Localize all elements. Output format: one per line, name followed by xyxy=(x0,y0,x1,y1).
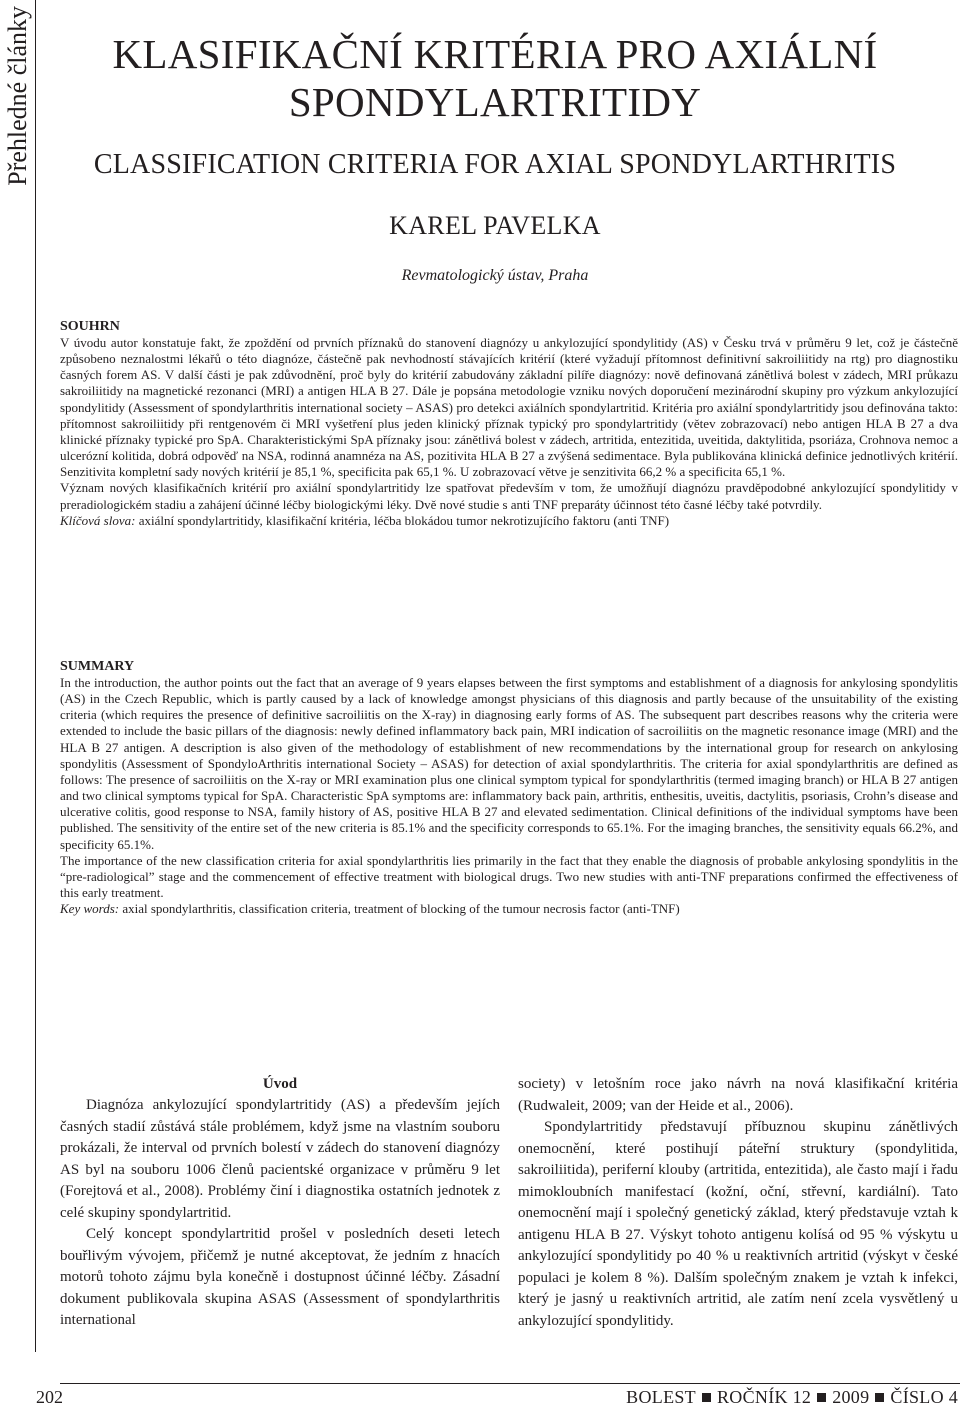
square-separator-icon xyxy=(702,1393,711,1402)
keywords-label: Klíčová slova: xyxy=(60,512,136,528)
article-author: KAREL PAVELKA xyxy=(389,211,601,240)
section-label: Přehledné články xyxy=(3,6,32,186)
abstract-czech-keywords xyxy=(60,513,958,529)
keywords-text: axiální spondylartritidy, klasifikační kritéria, léčba blokádou tumor nekrotizujícího faktoru (anti TNF) xyxy=(135,512,670,528)
abstract-english-keywords xyxy=(60,901,958,917)
article-title-line1: KLASIFIKAČNÍ KRITÉRIA PRO AXIÁLNÍ xyxy=(112,31,878,77)
section-sidebar xyxy=(0,0,36,1352)
article-subtitle: CLASSIFICATION CRITERIA FOR AXIAL SPONDYLARTHRITIS xyxy=(93,149,897,180)
page-number: 202 xyxy=(36,1387,63,1407)
body-paragraph: society) v letošním roce jako návrh na nová klasifikační kritéria (Rudwaleit, 2009; van der Heide et al., 2006). xyxy=(518,1076,958,1114)
abstract-english xyxy=(60,658,958,917)
square-separator-icon xyxy=(817,1393,826,1402)
article-title xyxy=(60,30,930,126)
body-paragraph: Diagnóza ankylozující spondylartritidy (AS) a především jejích časných stadií zůstává stále problémem, když jsme na vlastním souboru prokázali, že interval od prvních bolestí v zádech do stanovení diagnózy AS byl na souboru 1006 členů pacientské organizace v průměru 9 let (Forejtová et al., 2008). Problémy činí i diagnostika ostatních jednotek z celé skupiny spondylartritid. xyxy=(60,1097,500,1221)
article-title-line2: SPONDYLARTRITIDY xyxy=(288,79,702,125)
section-title: Úvod xyxy=(262,1076,298,1092)
body-paragraph: Celý koncept spondylartritid prošel v posledních deseti letech bouřlivým vývojem, přičemž je nutné akceptovat, že jedním z hnacích motorů tohoto zájmu byla konečně i dostupnost účinné léčby. Zásadní dokument publikovala skupina ASAS (Assessment of spondylarthritis international xyxy=(60,1226,500,1328)
keywords-label: Key words: xyxy=(60,901,120,917)
journal-year: 2009 xyxy=(832,1387,870,1407)
abstract-czech-paragraph: Význam nových klasifikačních kritérií pro axiální spondylartritidy lze spatřovat především v tom, že umožňují diagnózu pravděpodobné ankylozující spondylitidy v preradiologickém stadiu a zahájení účinné léčby biologickými léky. Dvě nové studie s anti TNF preparáty účinnost této časné léčby také potvrdily. xyxy=(60,480,958,512)
body-column-right xyxy=(518,1074,958,1332)
abstract-czech xyxy=(60,318,958,529)
article-affiliation: Revmatologický ústav, Praha xyxy=(401,267,589,284)
journal-volume: ROČNÍK 12 xyxy=(716,1387,812,1407)
abstract-czech-heading: SOUHRN xyxy=(60,319,120,334)
journal-footer xyxy=(626,1386,958,1408)
keywords-text: axial spondylarthritis, classification criteria, treatment of blocking of the tumour necrosis factor (anti-TNF) xyxy=(119,901,680,917)
body-paragraph: Spondylartritidy představují příbuznou skupinu zánětlivých onemocnění, které postihují páteřní struktury (spondylitida, sakroiliitida), periferní klouby (artritida, entezitida), ale často mají i řadu mimokloubních manifestací (kožní, oční, střevní, kardiální). Tato onemocnění mají i společný genetický základ, který představuje vztah k antigenu HLA B 27. Výskyt tohoto antigenu kolísá od 95 % výskytu u ankylozující spondylitidy po 40 % u reaktivních artritid (výskyt v české populaci je kolem 8 %). Dalším společným znakem je vztah k infekci, který je jasný u reaktivních artritid, ale zatím není zcela vysvětlený u ankylozující spondylitidy. xyxy=(518,1119,958,1329)
abstract-english-paragraph: In the introduction, the author points out the fact that an average of 9 years elapses between the first symptoms and establishment of a diagnosis for ankylosing spondylitis (AS) in the Czech Republic, which is partly caused by a lack of knowledge amongst physicians of this diagnosis and partly because of the unsuitability of the existing criteria (which requires the presence of definitive sacroiliitis on the X-ray) in diagnosing early forms of AS. The subsequent part describes reasons why the criteria were extended to include the basic pillars of the diagnosis: newly defined inflammatory back pain, MRI indication of sacroiliitis on the magnetic resonance image (MRI) and the HLA B 27 antigen. A description is also given of the methodology of establishment of new recommendations by the international group for research on ankylosing spondylitis (Assessment of SpondyloArthritis international Society – ASAS) for detection of axial spondylarthritis. The criteria for axial spondylarthritis are defined as follows: The presence of sacroiliitis on the X-ray or MRI examination plus one clinical symptom typical for spondylarthritis (termed imaging branch) or HLA B 27 antigen and two clinical symptoms typical for SpA. Characteristic SpA symptoms are: inflammatory back pain, arthritis, enthesitis, uveitis, dactylitis, psoriasis, Crohn’s disease and ulcerative colitis, good response to NSA, family history of AS, positive HLA B 27 and elevated sedimentation. Clinical definitions of the individual symptoms have been published. The sensitivity of the entire set of the new criteria is 85.1% and the specificity corresponds to 65.1%. For the imaging branches, the sensitivity equals 66.2%, and specificity 65.1%. xyxy=(60,675,958,852)
journal-name: BOLEST xyxy=(626,1387,696,1407)
abstract-english-paragraph: The importance of the new classification criteria for axial spondylarthritis lies primarily in the fact that they enable the diagnosis of probable ankylosing spondylitis in the “pre-radiological” stage and the commencement of effective treatment with biological drugs. Two new studies with anti-TNF preparations confirmed the effectiveness of this early treatment. xyxy=(60,852,958,901)
body-column-left xyxy=(60,1074,500,1332)
footer-divider xyxy=(60,1383,960,1384)
journal-issue: ČÍSLO 4 xyxy=(890,1387,958,1407)
square-separator-icon xyxy=(875,1393,884,1402)
abstract-english-heading: SUMMARY xyxy=(60,659,135,674)
abstract-czech-paragraph: V úvodu autor konstatuje fakt, že zpoždění od prvních příznaků do stanovení diagnózy u ankylozující spondylitidy (AS) v Česku trvá v průměru 9 let, což je částečně způsobeno neznalostmi lékařů o této diagnóze, částečně pak nevhodností stávajících kritérií (které vyžadují přítomnost definitivní sakroiliitidy na rtg) pro diagnostiku časných forem AS. V další části je pak zdůvodnění, proč byly do kritérií zabudovány základní pilíře diagnózy: nově definovaná zánětlivá bolest v zádech, MRI průkazu sakroiliitidy na magnetické rezonanci (MRI) a antigen HLA B 27. Dále je popsána metodologie vzniku nových doporučení mezinárodní skupiny pro výzkum ankylozující spondylitidy (Assessment of spondylarthritis international society – ASAS) pro detekci axiálních spondylartritid. Kritéria pro axiální spondylartritidy jsou definována takto: přítomnost sakroiliitidy při rentgenovém či MRI vyšetření plus jeden klinický příznak typický pro spondylartritidy (větev zobrazovací) nebo antigen HLA B 27 a dva klinické příznaky typické pro SpA. Charakteristickými SpA příznaky jsou: zánětlivá bolest v zádech, artritida, entezitida, uveitida, daktylitida, psoriáza, Crohnova nemoc a ulcerózní kolitida, dobrá odpověď na NSA, rodinná anamnéza na AS, pozitivita HLA B 27 a zvýšená sedimentace. Byla publikována klinická definice jednotlivých kritérií. Senzitivita kompletní sady nových kritérií je 85,1 %, specificita pak 65,1 %. U zobrazovací větve je senzitivita 66,2 % a specificita 65,1 %. xyxy=(60,335,958,480)
